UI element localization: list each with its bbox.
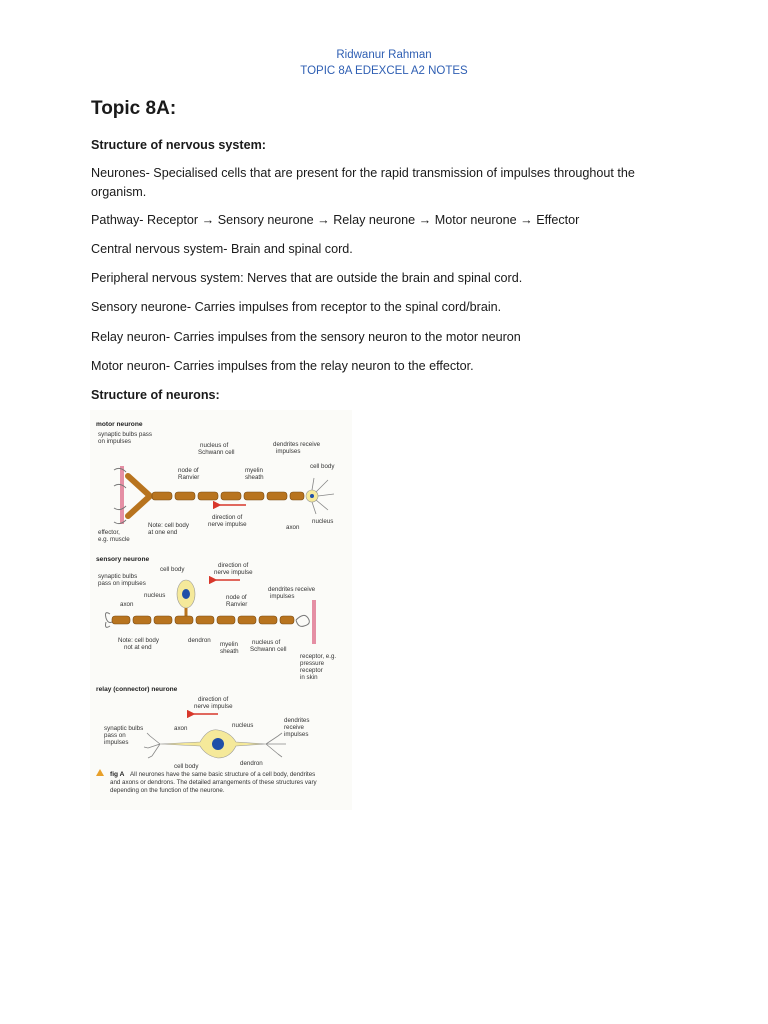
sensory-node-label-2: Ranvier [226,601,248,608]
sensory-receptor-label-1: receptor, e.g. [300,653,337,660]
heading-neurons: Structure of neurons: [91,388,220,402]
motor-schwann-label-1: nucleus of [200,442,229,449]
neuron-figure [90,410,352,810]
motor-dendrites-label-1: dendrites receive [273,441,321,448]
sensory-myelin-label-1: myelin [220,641,238,648]
sensory-schwann-label-1: nucleus of [252,639,281,646]
sensory-note-label-2: not at end [124,644,152,651]
sensory-node-label-1: node of [226,594,247,601]
motor-note-label-1: Note: cell body [148,522,189,529]
paragraph-pathway: Pathway- Receptor → Sensory neurone → Relay neurone → Motor neurone → Effector [91,213,580,227]
motor-node-label-2: Ranvier [178,474,200,481]
sensory-receptor-label-2: pressure [300,660,325,667]
sensory-receptor-label-3: receptor [300,667,323,674]
caption-line-1: All neurones have the same basic structure of a cell body, dendrites [130,771,316,778]
relay-dendrites-label-1: dendrites [284,717,310,724]
paragraph-motor: Motor neuron- Carries impulses from the relay neuron to the effector. [91,359,474,373]
caption-label: fig A [110,771,125,778]
effector-muscle [120,466,124,524]
motor-effector-label-1: effector, [98,529,120,536]
motor-myelin-label-2: sheath [245,474,264,481]
motor-effector-label-2: e.g. muscle [98,536,130,543]
motor-title: motor neurone [96,421,143,428]
sensory-synaptic-label-2: pass on impulses [98,580,146,587]
relay-dendrites-label-2: receive [284,724,304,731]
sensory-direction-label-1: direction of [218,562,249,569]
sensory-dendron-label: dendron [188,637,211,644]
relay-title: relay (connector) neurone [96,686,178,693]
sensory-dendrites-label-2: impulses [270,593,295,600]
motor-synaptic-label-2: on impulses [98,438,132,445]
sensory-synaptic-label-1: synaptic bulbs [98,573,138,580]
sensory-receptor-skin [312,600,316,644]
motor-axon-segments [152,492,304,500]
motor-axon-label: axon [286,524,300,531]
relay-axon-label: axon [174,725,188,732]
motor-node-label-1: node of [178,467,199,474]
paragraph-neurones: Neurones- Specialised cells that are present for the rapid transmission of impulses throughout the organism. [91,166,635,199]
sensory-neurone-diagram [96,556,336,681]
author-name: Ridwanur Rahman [336,49,432,61]
sensory-cell-body-label: cell body [160,566,185,573]
paragraph-relay: Relay neuron- Carries impulses from the sensory neuron to the motor neuron [91,330,521,344]
figure-caption [96,769,318,794]
sensory-schwann-label-2: Schwann cell [250,646,287,653]
paragraph-sensory: Sensory neurone- Carries impulses from receptor to the spinal cord/brain. [91,300,502,314]
heading-nervous-system: Structure of nervous system: [91,138,266,152]
caption-line-2: and axons or dendrons. The detailed arrangements of these structures vary [110,779,317,786]
motor-synaptic-label-1: synaptic bulbs pass [98,431,152,438]
sensory-myelin-label-2: sheath [220,648,239,655]
relay-synaptic-label-3: impulses [104,739,129,746]
neuron-diagram [90,410,352,810]
motor-dendrites-label-2: impulses [276,448,301,455]
caption-triangle-icon [96,769,104,776]
motor-direction-label-1: direction of [212,514,243,521]
relay-cell-body-label: cell body [174,763,199,770]
relay-dendrites-label-3: impulses [284,731,309,738]
motor-cell-body-label: cell body [310,463,335,470]
motor-schwann-label-2: Schwann cell [198,449,235,456]
motor-myelin-label-1: myelin [245,467,263,474]
motor-nucleus-label: nucleus [312,518,334,525]
relay-neurone-diagram [96,686,309,770]
sensory-axon-label: axon [120,601,134,608]
sensory-direction-label-2: nerve impulse [214,569,253,576]
relay-synaptic-label-2: pass on [104,732,126,739]
relay-nucleus-label: nucleus [232,722,254,729]
page-title: Topic 8A: [91,98,177,119]
motor-direction-label-2: nerve impulse [208,521,247,528]
sensory-nucleus-label: nucleus [144,592,166,599]
motor-note-label-2: at one end [148,529,178,536]
relay-dendron-label: dendron [240,760,263,767]
sensory-receptor-label-4: in skin [300,674,318,681]
motor-neurone-diagram [96,421,335,543]
paragraph-pns: Peripheral nervous system: Nerves that are outside the brain and spinal cord. [91,271,523,285]
sensory-dendrites-label-1: dendrites receive [268,586,316,593]
document-subtitle: TOPIC 8A EDEXCEL A2 NOTES [300,65,468,77]
sensory-note-label-1: Note: cell body [118,637,159,644]
page-header [0,47,768,79]
paragraph-cns: Central nervous system- Brain and spinal cord. [91,242,353,256]
caption-line-3: depending on the function of the neurone. [110,787,225,794]
sensory-axon-segments [112,616,294,624]
relay-direction-label-1: direction of [198,696,229,703]
relay-direction-label-2: nerve impulse [194,703,233,710]
relay-synaptic-label-1: synaptic bulbs [104,725,144,732]
sensory-title: sensory neurone [96,556,150,563]
